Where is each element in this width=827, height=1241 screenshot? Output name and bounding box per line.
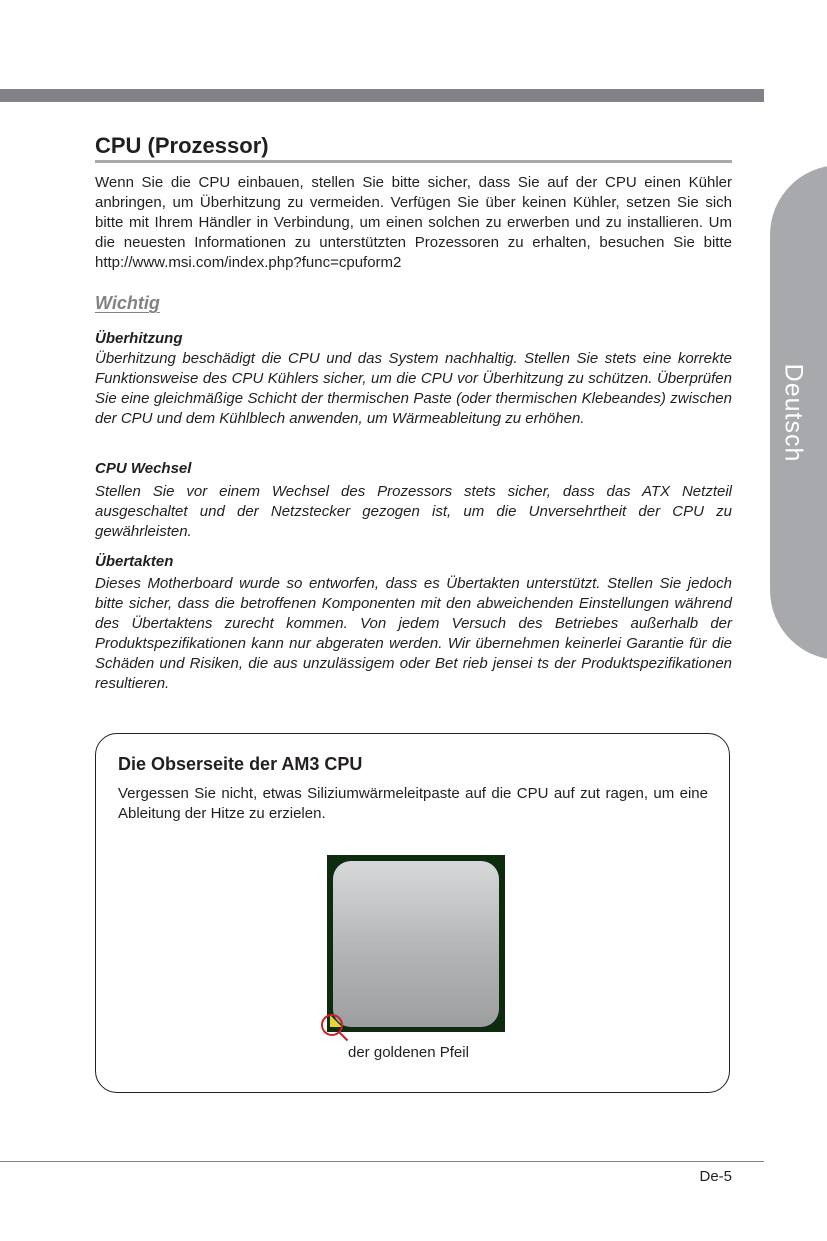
note-title-cpu-change: CPU Wechsel bbox=[95, 460, 192, 477]
callout-title: Die Obserseite der AM3 CPU bbox=[118, 754, 363, 774]
cpu-top-illustration bbox=[327, 855, 505, 1032]
note-body-overclocking: Dieses Motherboard wurde so entworfen, dass es Übertakten unterstützt. Stellen Sie jedoch bitte sicher, dass die betroffenen Komponenten mit den abweichenden Einstellungen während des Übertaktens zurecht kommen. Von jedem Versuch des Betriebes außerhalb der Produktspezifikationen kann nur abgeraten werden. Wir übernehmen keinerlei Garantie für die Schäden und Risiken, die aus unzulässigem oder Bet rieb jensei ts der Produktspezifikationen resultieren. bbox=[95, 575, 732, 692]
note-body-overheating: Überhitzung beschädigt die CPU und das System nachhaltig. Stellen Sie stets eine korrekte Funktionsweise des CPU Kühlers sicher, um die CPU vor Überhitzung zu schützen. Überprüfen Sie eine gleichmäßige Schicht der thermischen Paste (oder thermischen Klebeandes) zwischen der CPU und dem Kühlblech anwenden, um Wärmeableitung zu erhöhen. bbox=[95, 350, 732, 427]
callout-text: Vergessen Sie nicht, etwas Siliziumwärmeleitpaste auf die CPU auf zut ragen, um eine Ableitung der Hitze zu erzielen. bbox=[118, 785, 708, 822]
footer-divider bbox=[0, 1161, 764, 1162]
note-title-overheating: Überhitzung bbox=[95, 330, 183, 347]
intro-paragraph: Wenn Sie die CPU einbauen, stellen Sie bitte sicher, dass Sie auf der CPU einen Kühler anbringen, um Überhitzung zu vermeiden. Verfügen Sie über keinen Kühler, setzen Sie sich bitte mit Ihrem Händler in Verbindung, um einen solchen zu erwerben und zu installieren. Um die neuesten Informationen zu unterstützten Prozessoren zu erhalten, besuchen Sie bitte http://www.msi.com/index.php?func=cpuform2 bbox=[95, 174, 732, 271]
note-title-overclocking: Übertakten bbox=[95, 553, 174, 570]
marker-leader-line bbox=[338, 1031, 348, 1041]
page-title: CPU (Prozessor) bbox=[95, 133, 269, 158]
language-tab-label: Deutsch bbox=[779, 363, 808, 463]
gold-arrow-caption: der goldenen Pfeil bbox=[348, 1044, 469, 1061]
page-number: De-5 bbox=[699, 1168, 732, 1185]
am3-cpu-callout-box bbox=[95, 733, 730, 1093]
header-bar bbox=[0, 89, 764, 102]
important-heading: Wichtig bbox=[95, 293, 160, 313]
note-body-cpu-change: Stellen Sie vor einem Wechsel des Prozessors stets sicher, dass das ATX Netzteil ausgeschaltet und der Netzstecker gezogen ist, um die Unversehrtheit der CPU zu gewährleisten. bbox=[95, 483, 732, 540]
cpu-heat-spreader bbox=[333, 861, 499, 1027]
title-divider bbox=[95, 160, 732, 163]
